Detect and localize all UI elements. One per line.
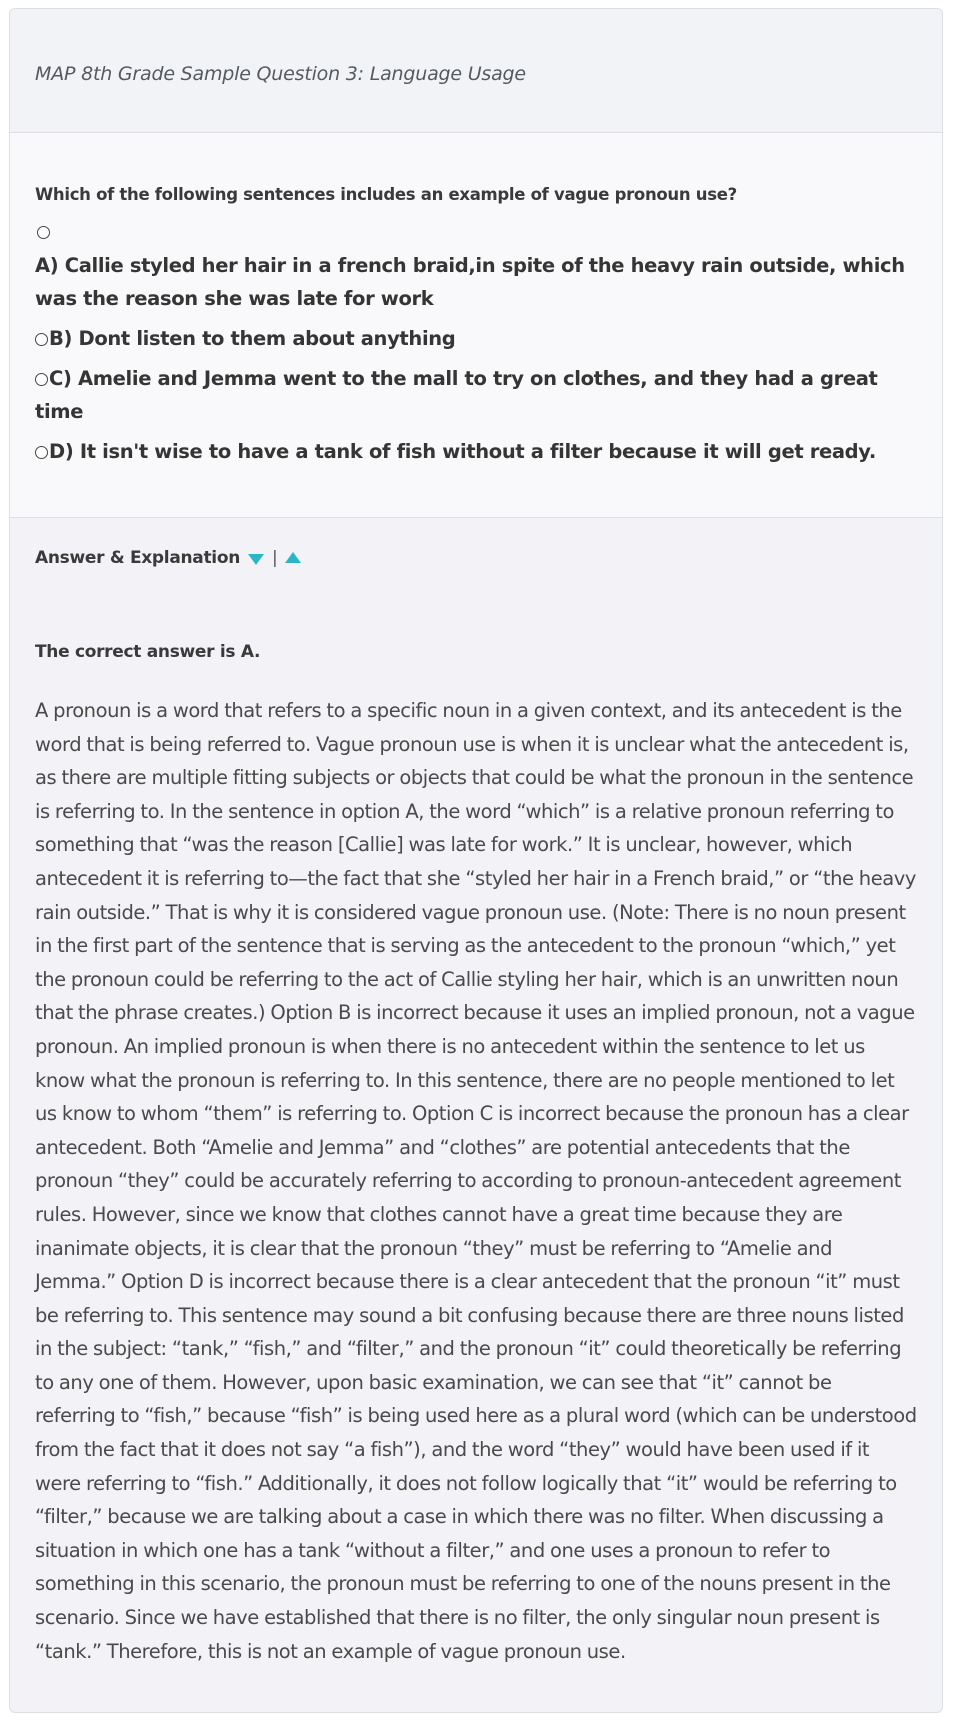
expand-arrow-icon[interactable]: [248, 554, 264, 565]
collapse-arrow-icon[interactable]: [285, 552, 301, 563]
option-c-label: C) Amelie and Jemma went to the mall to try on clothes, and they had a great time: [35, 367, 878, 423]
explanation-text: A pronoun is a word that refers to a specific noun in a given context, and its antecedent is the word that is being referred to. Vague pronoun use is when it is unclear what the antecedent is, as there are multiple fitting subjects or objects that could be what the pronoun in the sentence is referring to. In the sentence in option A, the word “which” is a relative pronoun referring to something that “was the reason [Callie] was late for work.” It is unclear, however, which antecedent it is referring to—the fact that she “styled her hair in a French braid,” or “the heavy rain outside.” That is why it is considered vague pronoun use. (Note: There is no noun present in the first part of the sentence that is serving as the antecedent to the pronoun “which,” yet the pronoun could be referring to the act of Callie styling her hair, which is an unwritten noun that the phrase creates.) Option B is incorrect because it uses an implied pronoun, not a vague pronoun. An implied pronoun is when there is no antecedent within the sentence to let us know what the pronoun is referring to. In this sentence, there are no people mentioned to let us know to whom “them” is referring to. Option C is incorrect because the pronoun has a clear antecedent. Both “Amelie and Jemma” and “clothes” are potential antecedents that the pronoun “they” could be accurately referring to according to pronoun-antecedent agreement rules. However, since we know that clothes cannot have a great time because they are inanimate objects, it is clear that the pronoun “they” must be referring to “Amelie and Jemma.” Option D is incorrect because there is a clear antecedent that the pronoun “it” must be referring to. This sentence may sound a bit confusing because there are three nouns listed in the subject: “tank,” “fish,” and “filter,” and the pronoun “it” could theoretically be referring to any one of them. However, upon basic examination, we can see that “it” cannot be referring to “fish,” because “fish” is being used here as a plural word (which can be understood from the fact that it does not say “a fish”), and the word “they” would have been used if it were referring to “fish.” Additionally, it does not follow logically that “it” would be referring to “filter,” because we are talking about a case in which there was no filter. When discussing a situation in which one has a tank “without a filter,” and one uses a pronoun to refer to something in this scenario, the pronoun must be referring to one of the nouns present in the scenario. Since we have established that there is no filter, the only singular noun present is “tank.” Therefore, this is not an example of vague pronoun use.: [35, 699, 917, 1663]
toggle-separator: |: [272, 548, 278, 568]
answer-toggle-label[interactable]: Answer & Explanation: [35, 548, 241, 568]
radio-option-c[interactable]: [35, 373, 48, 386]
option-a[interactable]: [35, 249, 917, 315]
page-title: MAP 8th Grade Sample Question 3: Language Usage: [35, 63, 526, 85]
option-b[interactable]: [35, 322, 917, 355]
correct-answer: The correct answer is A.: [35, 642, 261, 662]
card-header: [10, 9, 942, 133]
radio-option-d[interactable]: [35, 446, 48, 459]
answer-section: [10, 518, 942, 1668]
question-card: [9, 8, 943, 1713]
radio-option-a[interactable]: [37, 226, 50, 239]
question-body: [10, 133, 942, 518]
answer-toggle: [35, 548, 917, 568]
option-d-label: D) It isn't wise to have a tank of fish without a filter because it will get ready.: [49, 440, 876, 463]
option-c[interactable]: [35, 362, 917, 428]
question-prompt: Which of the following sentences includes an example of vague pronoun use?: [35, 185, 737, 204]
option-a-label: A) Callie styled her hair in a french braid,in spite of the heavy rain outside, which was the reason she was late for work: [35, 254, 905, 310]
option-d[interactable]: [35, 435, 917, 468]
radio-option-b[interactable]: [35, 333, 48, 346]
option-b-label: B) Dont listen to them about anything: [49, 327, 456, 350]
